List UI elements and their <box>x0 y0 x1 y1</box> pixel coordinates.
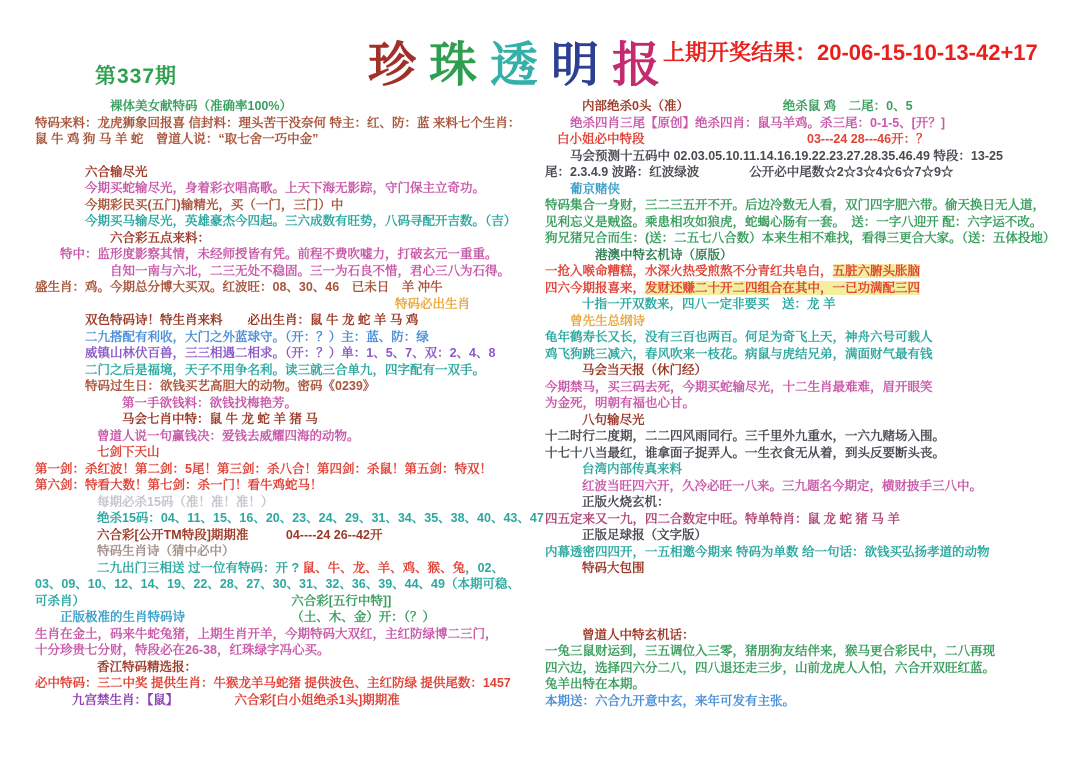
text-segment: 港澳中特玄机诗（原版） <box>595 247 733 262</box>
text-segment: 一兔三鼠财运到，三五调位入三零，猪朋狗友结伴来，猴马更合彩民中，二八再现 <box>545 644 996 658</box>
text-segment: 马会当天报（休门经） <box>582 363 708 377</box>
text-line <box>35 477 540 494</box>
text-line <box>545 296 1077 313</box>
text-segment: 为金死，明朝有福也心甘。 <box>545 396 696 410</box>
text-segment: 台湾内部传真来料 <box>582 462 683 476</box>
text-line <box>545 527 1077 544</box>
text-line <box>545 362 1077 379</box>
text-line <box>35 329 540 346</box>
text-segment: 内幕透密四四开，一五相邀今期来 特码为单数 给一句话：欲钱买弘扬孝道的动物 <box>545 544 990 559</box>
text-line <box>35 362 540 379</box>
text-line <box>35 444 540 461</box>
title-char: 珍 <box>368 39 430 92</box>
text-line <box>35 263 540 280</box>
title-char: 报 <box>612 39 674 92</box>
text-line <box>35 659 540 676</box>
left-column <box>35 98 544 708</box>
text-segment: 特码过生日：欲钱买艺高胆大的动物。密码《0239》 <box>85 379 376 393</box>
text-line <box>545 197 1077 214</box>
text-segment: 03、09、10、12、14、19、22、28、27、30、31、32、36、39、44、49（本期可稳、 <box>35 577 520 591</box>
text-segment: 十指一开双数来，四八一定非要买 送：龙 羊 <box>582 297 836 311</box>
text-segment: 威镇山林伏百兽，三三相遇二相求。（开：？）单：1、5、7、双：2、4、8 <box>85 346 496 360</box>
text-line <box>545 511 1077 528</box>
text-line <box>35 131 540 148</box>
text-line <box>545 313 1077 330</box>
last-draw-result: 上期开奖结果：20-06-15-10-13-42+17 <box>663 40 1038 65</box>
text-segment: 绝杀鼠 鸡 二尾：0、5 <box>682 99 913 113</box>
text-segment: 二九出门三相送 过一位有特码：开 ? <box>97 560 303 575</box>
text-line <box>545 560 1077 577</box>
text-segment: 鼠 牛 鸡 狗 马 羊 蛇 曾道人说：“取七舍一巧中金” <box>35 132 319 146</box>
text-line <box>35 345 540 362</box>
text-segment: 特码集合一身财，三二三五开不开。后边冷数无人看，双门四字肥六带。偷天换日无人道， <box>545 198 1046 212</box>
text-segment: 四六边，选择四六分二八，四八退还走三步，山前龙虎人人怕，六合开双旺红蓝。 <box>545 660 996 675</box>
text-segment: 二门之后是福境，天子不用争名利。读三就三合单九，四字配有一双手。 <box>85 362 486 377</box>
text-segment: 一抢入喉命糟糕，水深火热受煎熬不分青红共皂白， <box>545 264 833 278</box>
text-segment: 十七十八当最红，谁拿面子捉弄人。一生衣食无从着，到头反要断头丧。 <box>545 445 946 460</box>
text-segment: （土、木、金）开：（？） <box>185 610 436 624</box>
text-segment: 03---24 28---46开：？ <box>644 132 929 146</box>
text-segment: 曾道人中特玄机话： <box>582 627 695 642</box>
text-segment: 尾：2.3.4.9 波路：红波绿波 公开必中尾数☆2☆3☆4☆6☆7☆9☆ <box>545 165 954 179</box>
text-line <box>545 544 1077 561</box>
text-line <box>545 280 1077 297</box>
text-line <box>545 412 1077 429</box>
text-segment: 十分珍贵七分财，特段必在26-38，红珠绿字冯心买。 <box>35 643 330 657</box>
text-segment: 第一手欲钱料：欲钱找梅艳芳。 <box>122 395 298 410</box>
spacer <box>35 148 540 164</box>
text-line <box>35 428 540 445</box>
text-line <box>35 527 540 544</box>
text-line <box>35 675 540 692</box>
text-segment: 六合输尽光 <box>85 164 148 179</box>
title-char: 透 <box>490 39 552 92</box>
text-segment: ，02、 <box>465 560 504 575</box>
text-segment: 第六剑：特看大数！第七剑：杀一门！看牛鸡蛇马！ <box>35 478 323 492</box>
text-segment: 双色特码诗！特生肖来料 必出生肖：鼠 牛 龙 蛇 羊 马 鸡 <box>85 313 419 327</box>
text-segment: 可杀肖） <box>35 593 79 608</box>
text-line <box>545 164 1077 181</box>
text-segment: 八句输尽光 <box>582 412 645 427</box>
text-line <box>545 428 1077 445</box>
newspaper-title <box>368 26 673 95</box>
text-segment: 今期禁马，买三码去死，今期买蛇输尽光，十二生肖最难难，眉开眼笑 <box>545 379 933 394</box>
text-line <box>545 627 1077 644</box>
text-line <box>35 98 540 115</box>
text-line <box>545 379 1077 396</box>
text-segment: 生肖在金土，码来牛蛇兔猪，上期生肖开羊，今期特码大双红，主红防绿博二三门， <box>35 626 498 641</box>
text-line <box>545 660 1077 677</box>
text-line <box>545 230 1077 247</box>
text-line <box>545 131 1077 148</box>
text-segment: 今期买蛇输尽光，身着彩衣唱高歌。上天下海无影踪，守门保主立奇功。 <box>85 181 486 195</box>
text-segment: 盛生肖：鸡。今期总分博大买双。红波旺：08、30、46 已未日 羊 冲牛 <box>35 280 443 294</box>
text-segment: 六合彩[五行中特]] <box>78 593 392 608</box>
text-segment: 第一剑：杀红波！第二剑：5尾！第三剑：杀八合！第四剑：杀鼠！第五剑：特双！ <box>35 461 492 476</box>
text-segment: 红波当旺四六开，久冷必旺一八来。三九题名今期定，横财披手三八中。 <box>582 478 983 493</box>
text-line <box>545 494 1077 511</box>
text-segment: 九宫禁生肖：【鼠】 <box>72 692 173 707</box>
text-line <box>545 263 1077 280</box>
text-segment: 必中特码：三二中奖 提供生肖：牛猴龙羊马蛇猪 提供波色、主红防绿 提供尾数：1457 <box>35 676 511 690</box>
text-segment: 每期必杀15码（准！准！准！） <box>97 494 274 509</box>
text-segment: 四五定来又一九，四二合数定中旺。特单特肖：鼠 龙 蛇 猪 马 羊 <box>545 511 900 526</box>
text-line <box>545 115 1077 132</box>
text-line <box>35 593 540 610</box>
text-line <box>35 692 540 709</box>
text-segment: 曾先生总纲诗 <box>570 313 646 328</box>
text-line <box>35 642 540 659</box>
text-line <box>35 560 540 577</box>
text-line <box>35 609 540 626</box>
text-segment: 正版极准的生肖特码诗 <box>60 610 186 624</box>
text-segment: 六合彩[白小姐绝杀1头]期期准 <box>172 692 400 707</box>
text-line <box>35 197 540 214</box>
text-segment: 特码生肖诗（猜中必中） <box>97 544 235 558</box>
text-line <box>35 378 540 395</box>
text-line <box>545 181 1077 198</box>
text-line <box>35 213 540 230</box>
text-segment: 特码大包围 <box>582 561 645 575</box>
text-segment: 鸡飞狗跳三减六，春风吹来一枝花。病鼠与虎结兄弟，满面财气最有钱 <box>545 346 933 361</box>
right-column <box>545 98 1077 709</box>
text-segment: 四六今期报喜来， <box>545 280 646 295</box>
text-line <box>35 626 540 643</box>
text-segment: 六合彩五点来料： <box>110 230 211 245</box>
text-line <box>545 329 1077 346</box>
text-line <box>35 180 540 197</box>
text-line <box>35 494 540 511</box>
text-line <box>545 478 1077 495</box>
text-line <box>35 296 540 313</box>
text-segment: 特中：监形度影察其情，未经师授皆有凭。前程不费吹嘘力，打破玄元一重重。 <box>60 247 498 261</box>
text-segment: 裸体美女献特码（准确率100%） <box>110 99 292 113</box>
text-segment: 自知一南与六北，二三无处不稳固。三一为石良不惜，君心三八为石得。 <box>110 263 511 278</box>
text-line <box>35 395 540 412</box>
text-segment: 香江特码精选报： <box>97 659 198 674</box>
text-line <box>545 693 1077 710</box>
text-line <box>545 643 1077 660</box>
text-line <box>545 214 1077 231</box>
text-line <box>35 461 540 478</box>
text-line <box>35 246 540 263</box>
text-line <box>35 543 540 560</box>
text-segment: 六合彩[公开TM特段]期期准 04----24 26--42开 <box>97 527 383 542</box>
text-segment: 正版足球报（文字版） <box>582 528 708 542</box>
text-line <box>35 164 540 181</box>
text-segment: 内部绝杀0头（准） <box>582 99 683 113</box>
text-line <box>35 510 544 527</box>
title-char: 明 <box>551 39 613 92</box>
text-segment: 狗兄猪兄合而生：(送：二五七八合数）本来生相不难找，看得三更合大家。（送：五体投地） <box>545 231 1056 245</box>
text-line <box>545 445 1077 462</box>
text-line <box>545 98 1077 115</box>
text-segment: 发财还赚二十开二四组合在其中，一已功满配三四 <box>645 280 921 295</box>
text-segment: 马会预测十五码中 02.03.05.10.11.14.16.19.22.23.27.28.35.46.49 特段：13-25 <box>570 148 1003 163</box>
text-line <box>545 461 1077 478</box>
spacer <box>545 577 1077 627</box>
text-segment: 十二时行二度期，二二四风雨同行。三千里外九重水，一六九赌场入围。 <box>545 429 946 443</box>
issue-number: 第337期 <box>95 65 178 88</box>
text-segment: 葡京赌侠 <box>570 181 621 196</box>
text-segment: 见利忘义是贼盗。乘患相攻如狼虎，蛇蝎心肠有一套。 送：一字八迎开 配：六字运不改。 <box>545 214 1043 229</box>
text-segment: 七剑下天山 <box>97 445 160 459</box>
text-segment: 马会七肖中特：鼠 牛 龙 蛇 羊 猪 马 <box>122 412 318 426</box>
text-segment: 鼠、牛、龙、羊、鸡、猴、兔 <box>302 560 466 575</box>
title-char: 珠 <box>429 39 491 92</box>
text-line <box>35 411 540 428</box>
text-segment: 正版火烧玄机： <box>582 495 670 509</box>
text-segment: 绝杀四肖三尾【原创】绝杀四肖：鼠马羊鸡。杀三尾：0-1-5、[开？] <box>570 115 946 130</box>
text-line <box>545 247 1077 264</box>
text-line <box>35 230 540 247</box>
text-segment: 五脏六腑头胀脑 <box>832 264 921 278</box>
text-segment: 今期买马输尽光，英雄豪杰今四起。三六成数有旺势，八码寻配开吉数。（吉） <box>85 214 517 228</box>
text-segment: 本期送：六合九开意中玄，来年可发有主张。 <box>545 693 796 708</box>
text-line <box>35 576 540 593</box>
text-line <box>35 115 540 132</box>
text-segment: 今期彩民买(五门)输精光，买（一门，三门）中 <box>85 197 344 212</box>
text-line <box>545 676 1077 693</box>
text-line <box>545 148 1077 165</box>
text-segment: 绝杀15码：04、11、15、16、20、23、24、29、31、34、35、38、40、43、47 <box>97 511 544 525</box>
text-line <box>35 312 540 329</box>
text-segment: 特码必出生肖 <box>395 296 471 311</box>
text-line <box>545 395 1077 412</box>
text-segment: 兔羊出特在本期。 <box>545 677 646 691</box>
text-segment: 龟年鹤寿长又长，没有三百也两百。何足为奇飞上天，神舟六号可载人 <box>545 330 933 344</box>
text-line <box>35 279 540 296</box>
text-segment: 特码来料：龙虎狮象回报喜 信封料：理头苦干没奈何 特主：红、防：蓝 来料七个生肖： <box>35 115 521 130</box>
text-line <box>545 346 1077 363</box>
text-segment: 曾道人说一句赢钱决：爱钱去威耀四海的动物。 <box>97 428 360 443</box>
text-segment: 白小姐必中特段 <box>557 132 645 146</box>
text-segment: 二九搭配有利收，大门之外蓝球守。（开：？）主：蓝、防：绿 <box>85 329 429 344</box>
